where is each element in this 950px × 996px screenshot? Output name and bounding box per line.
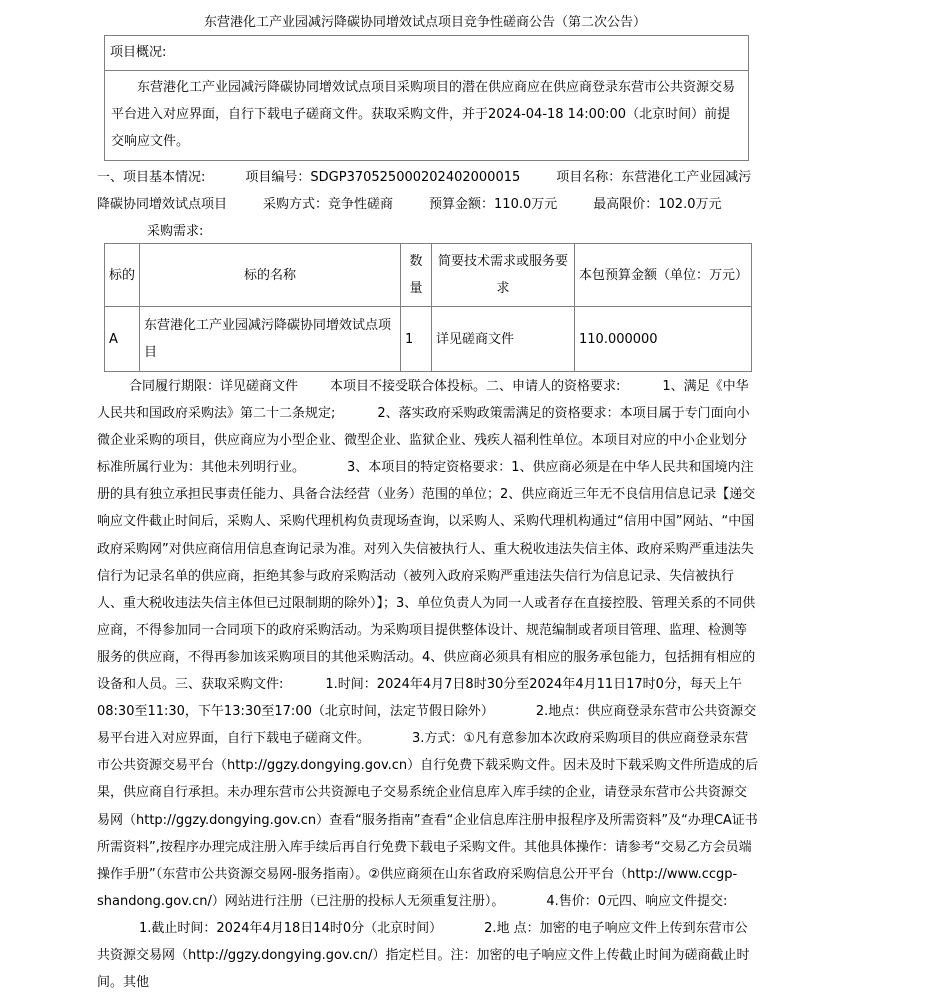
- requirements-table: [104, 243, 752, 372]
- requirement-cell: 详见磋商文件: [432, 307, 575, 372]
- header-cell: 数量: [401, 244, 432, 307]
- deadline: 1.截止时间：2024年4月18日14时0分（北京时间）: [139, 920, 443, 936]
- table-row: [105, 307, 752, 372]
- item-name-cell: 东营港化工产业园减污降碳协同增效试点项目: [140, 307, 401, 372]
- page-title: 东营港化工产业园减污降碳协同增效试点项目竞争性磋商公告（第二次公告）: [203, 15, 646, 30]
- project-overview-box: [104, 35, 749, 161]
- demand-label: 采购需求:: [147, 224, 204, 239]
- header-cell: 标的名称: [140, 244, 401, 307]
- price-and-submission-heading: 4.售价：0元四、响应文件提交:: [546, 893, 728, 909]
- acquire-time: 1.时间：2024年4月7日8时30分至2024年4月11日17时0分，每天上午08:30至11:30，下午13:30至17:00（北京时间，法定节假日除外）: [97, 677, 742, 720]
- qualification-2: 2、落实政府采购政策需满足的资格要求：本项目属于专门面向小微企业采购的项目，供应商应为小型企业、微型企业、监狱企业、残疾人福利性单位。本项目对应的中小企业划分标准所属行业为：其他未列明行业。: [97, 406, 750, 476]
- item-code-cell: A: [105, 307, 140, 372]
- budget-amount: 预算金额：110.0万元: [429, 197, 558, 212]
- header-cell: 本包预算金额（单位：万元）: [575, 244, 752, 307]
- project-number: 项目编号：SDGP370525000202402000015: [245, 170, 521, 185]
- budget-cell: 110.000000: [575, 307, 752, 372]
- header-cell: 简要技术需求或服务要求: [432, 244, 575, 307]
- acquire-place: 2.地点：供应商登录东营市公共资源交易平台进入对应界面，自行下载电子磋商文件。: [97, 704, 757, 747]
- project-name: 项目名称：东营港化工产业园减污降碳协同增效试点项目: [97, 170, 752, 212]
- quantity-cell: 1: [401, 307, 432, 372]
- acquire-method: 3.方式：①凡有意参加本次政府采购项目的供应商登录东营市公共资源交易平台（http://ggzy.dongying.gov.cn）自行免费下载采购文件。因未及时下载采购文件所造成的后果，供应商自行承担。未办理东营市公共资源电子交易系统企业信息库入库手续的企业，请登录东营市公共资源交易网（http://ggzy.dongying.gov.cn）查看“服务指南”查看“企业信息库注册申报程序及所需资料”及“办理CA证书所需资料”,按程序办理完成注册入库手续后再自行免费下载电子采购文件。其他具体操作：请参考“交易乙方会员端操作手册”（东营市公共资源交易网-服务指南）。②供应商须在山东省政府采购信息公开平台（http://www.ccgp-shandong.gov.cn/）网站进行注册（已注册的投标人无须重复注册）。: [97, 731, 759, 909]
- purchase-method: 采购方式：竞争性磋商: [263, 197, 394, 212]
- section-label: 一、项目基本情况:: [97, 170, 206, 185]
- qualification-heading: 本项目不接受联合体投标。二、申请人的资格要求:: [330, 379, 621, 394]
- header-cell: 标的: [105, 244, 140, 307]
- basic-info-paragraph: [97, 164, 759, 245]
- contract-period: 合同履行期限：详见磋商文件: [129, 379, 299, 394]
- table-header-row: [105, 244, 752, 307]
- max-price: 最高限价：102.0万元: [593, 197, 722, 212]
- submission-place: 2.地 点：加密的电子响应文件上传到东营市公共资源交易网（http://ggzy.dongying.gov.cn/）指定栏目。注：加密的电子响应文件上传截止时间为磋商截止时间。其他: [97, 920, 750, 991]
- body-text: [97, 373, 759, 996]
- overview-heading: 项目概况:: [105, 36, 748, 71]
- qualification-1: 1、满足《中华人民共和国政府采购法》第二十二条规定;: [97, 379, 749, 422]
- overview-text: 东营港化工产业园减污降碳协同增效试点项目采购项目的潜在供应商应在供应商登录东营市公共资源交易平台进入对应界面，自行下载电子磋商文件。获取采购文件，并于2024-04-18 14:00:00（北京时间）前提交响应文件。: [111, 80, 736, 149]
- qualification-3: 3、本项目的特定资格要求：1、供应商必须是在中华人民共和国境内注册的具有独立承担民事责任能力、具备合法经营（业务）范围的单位；2、供应商近三年无不良信用信息记录【递交响应文件截止时间后，采购人、采购代理机构负责现场查询，以采购人、采购代理机构通过“信用中国”网站、“中国政府采购网”对供应商信用信息查询记录为准。对列入失信被执行人、重大税收违法失信主体、政府采购严重违法失信行为记录名单的供应商，拒绝其参与政府采购活动（被列入政府采购严重违法失信行为信息记录、失信被执行人、重大税收违法失信主体但已过限制期的除外）】；3、单位负责人为同一人或者存在直接控股、管理关系的不同供应商，不得参加同一合同项下的政府采购活动。为采购项目提供整体设计、规范编制或者项目管理、监理、检测等服务的供应商，不得再参加该采购项目的其他采购活动。4、供应商必须具有相应的服务承包能力，包括拥有相应的设备和人员。三、获取采购文件:: [97, 460, 756, 693]
